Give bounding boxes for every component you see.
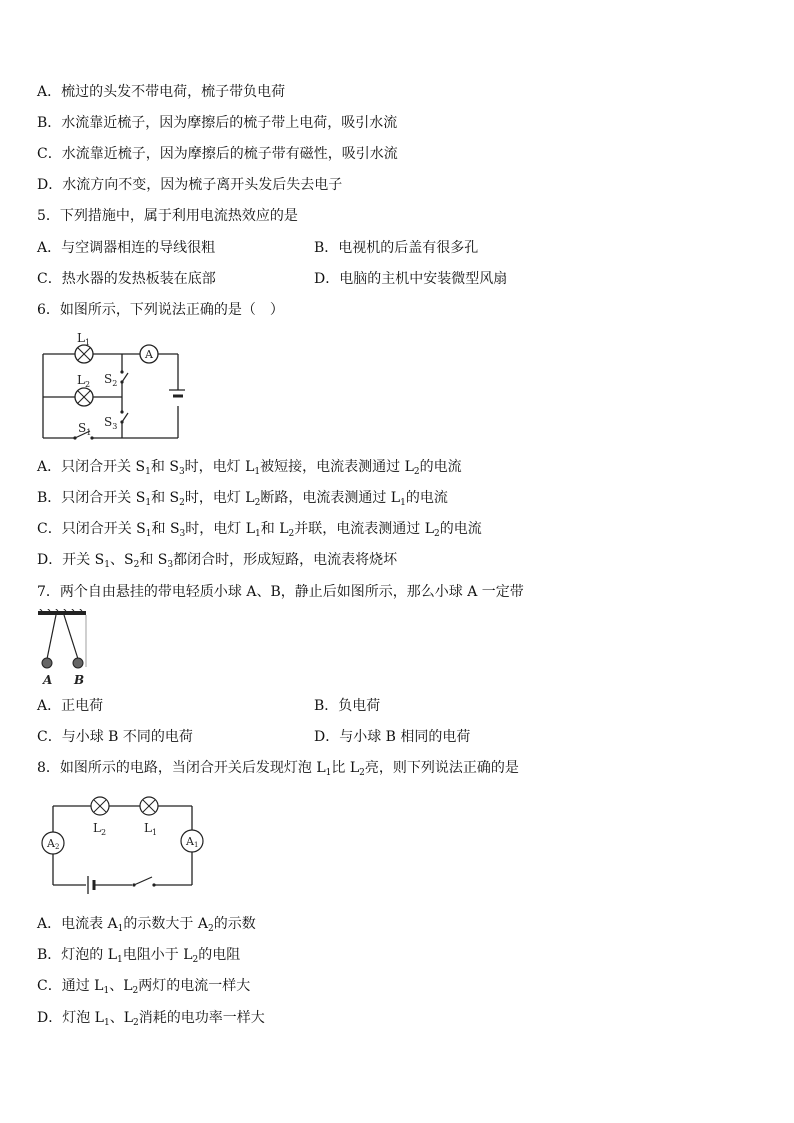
q5-option-d: D．电脑的主机中安装微型风扇 (314, 271, 508, 287)
q7-pendulum-figure (36, 609, 96, 689)
switch-s2-icon (120, 370, 128, 383)
string-a (47, 615, 56, 659)
q8-option-a: A．电流表 $A_1$的示数大于 $A_2$的示数 (37, 916, 256, 934)
q6-option-d: D．开关 $S_1$、$S_2$和 $S_3$都闭合时，形成短路，电流表将烧坏 (37, 552, 398, 570)
ball-a-icon (42, 658, 52, 668)
lamp-l2-icon (91, 797, 109, 815)
ceiling-bar (38, 611, 86, 615)
switch-icon (132, 877, 155, 887)
q4-option-d: D．水流方向不变，因为梳子离开头发后失去电子 (37, 177, 343, 193)
q6-option-c: C．只闭合开关 $S_1$和 $S_3$时，电灯 $L_1$和 $L_2$并联，电流表测通过 $L_2$的电流 (37, 521, 482, 539)
switch-s3-icon (120, 410, 128, 423)
q4-option-b: B．水流靠近梳子，因为摩擦后的梳子带上电荷，吸引水流 (37, 115, 398, 131)
ball-b-icon (73, 658, 83, 668)
q6-stem: 6．如图所示，下列说法正确的是（ ） (37, 302, 284, 318)
label-s2: $S_2$ (104, 372, 118, 388)
lamp-l1-icon (140, 797, 158, 815)
string-b (64, 615, 78, 659)
q5-option-a: A．与空调器相连的导线很粗 (37, 240, 216, 256)
ball-a-label: A (43, 673, 53, 687)
label-s3: $S_3$ (104, 415, 118, 431)
ammeter-a1-label: A1 (186, 835, 199, 849)
q6-option-b: B．只闭合开关 $S_1$和 $S_2$时，电灯 $L_2$断路，电流表测通过 $L_1$的电流 (37, 490, 448, 508)
q8-option-b: B．灯泡的 $L_1$电阻小于 $L_2$的电阻 (37, 947, 241, 965)
q6-option-a: A．只闭合开关 $S_1$和 $S_3$时，电灯 $L_1$被短接，电流表测通过 $L_2$的电流 (37, 459, 462, 477)
label-l1: $L_1$ (77, 331, 91, 347)
q8-option-c: C．通过 $L_1$、$L_2$两灯的电流一样大 (37, 978, 251, 996)
ceiling-hatch (38, 609, 82, 611)
q6-circuit-figure (40, 328, 185, 443)
ball-b-label: B (74, 673, 85, 687)
lamp-l1-icon (75, 345, 93, 363)
q5-option-c: C．热水器的发热板装在底部 (37, 271, 216, 287)
q7-option-d: D．与小球 B 相同的电荷 (314, 729, 471, 745)
q4-option-a: A．梳过的头发不带电荷，梳子带负电荷 (37, 84, 286, 100)
q7-option-b: B．负电荷 (314, 698, 381, 714)
ammeter-icon (140, 345, 158, 363)
lamp-l2-icon (75, 388, 93, 406)
q7-option-c: C．与小球 B 不同的电荷 (37, 729, 193, 745)
q7-option-a: A．正电荷 (37, 698, 104, 714)
q5-stem: 5．下列措施中，属于利用电流热效应的是 (37, 208, 298, 224)
ammeter-a2-label: A2 (47, 837, 60, 851)
q8-circuit-figure (36, 790, 211, 900)
ammeter-label: A (145, 348, 153, 361)
q5-option-b: B．电视机的后盖有很多孔 (314, 240, 479, 256)
q8-option-d: D．灯泡 $L_1$、$L_2$消耗的电功率一样大 (37, 1010, 265, 1028)
label-l2: $L_2$ (77, 373, 91, 389)
q7-stem: 7．两个自由悬挂的带电轻质小球 A、B，静止后如图所示，那么小球 A 一定带 (37, 584, 524, 600)
label-l2: $L_2$ (93, 821, 107, 837)
q8-stem: 8．如图所示的电路，当闭合开关后发现灯泡 $L_1$比 $L_2$亮，则下列说法正确的是 (37, 760, 519, 778)
q4-option-c: C．水流靠近梳子，因为摩擦后的梳子带有磁性，吸引水流 (37, 146, 398, 162)
label-l1: $L_1$ (144, 821, 158, 837)
label-s1: $S_1$ (78, 421, 92, 437)
